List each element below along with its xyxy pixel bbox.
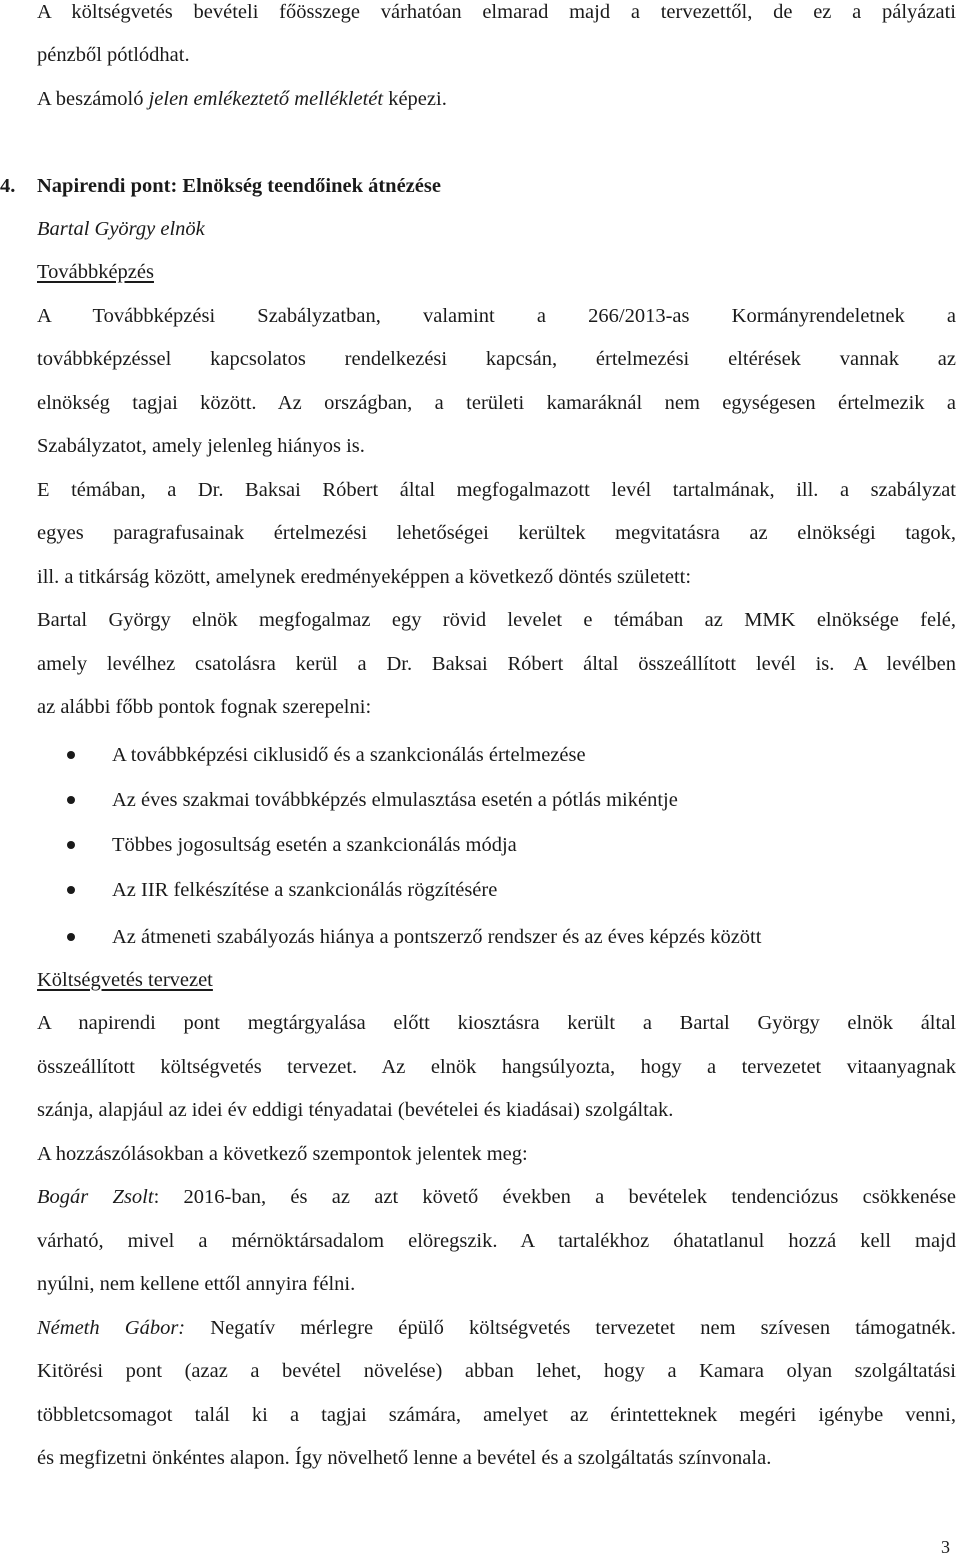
list-item-text: Az átmeneti szabályozás hiánya a pontszerző rendszer és az éves képzés között [112,926,762,948]
paragraph-line: amely levélhez csatolásra kerül a Dr. Baksai Róbert által összeállított levél is. A levélben [37,653,956,675]
section-number: 4. [0,175,16,197]
paragraph-line: A hozzászólásokban a következő szempontok jelentek meg: [37,1143,528,1165]
comment-line: többletcsomagot talál ki a tagjai számára, amelyet az érintetteknek megéri igénybe venni, [37,1404,956,1426]
text-span: : 2016-ban, és az azt követő években a bevételek tendenciózus csökkenése [153,1186,956,1208]
commenter-name: Németh Gábor: [37,1317,186,1339]
section-title: Napirendi pont: Elnökség teendőinek átnézése [37,175,441,197]
section-heading [0,173,956,199]
presenter: Bartal György elnök [37,218,205,240]
comment-line: és megfizetni önkéntes alapon. Így növelhető lenne a bevétel és a szolgáltatás színvonala. [37,1447,772,1469]
paragraph-line: szánja, alapjául az idei év eddigi tényadatai (bevételei és kiadásai) szolgáltak. [37,1099,674,1121]
paragraph-line: Bartal György elnök megfogalmaz egy rövid levelet e témában az MMK elnöksége felé, [37,609,956,631]
paragraph-line: az alábbi főbb pontok fognak szerepelni: [37,696,372,718]
bullet-icon [67,886,75,894]
subheading-continuing-education: Továbbképzés [37,261,154,283]
comment-line: várható, mivel a mérnöktársadalom elöregszik. A tartalékhoz óhatatlanul hozzá kell majd [37,1230,956,1252]
paragraph-line: A Továbbképzési Szabályzatban, valamint a 266/2013-as Kormányrendeletnek a [37,305,956,327]
paragraph-line: egyes paragrafusainak értelmezési lehetőségei kerültek megvitatásra az elnökségi tagok, [37,522,956,544]
paragraph-line: Szabályzatot, amely jelenleg hiányos is. [37,435,365,457]
list-item-text: Az IIR felkészítése a szankcionálás rögzítésére [112,879,498,901]
list-item-text: Az éves szakmai továbbképzés elmulasztása esetén a pótlás mikéntje [112,789,678,811]
text-span: képezi. [383,88,447,110]
page-number: 3 [941,1537,950,1557]
paragraph-line: A napirendi pont megtárgyalása előtt kiosztásra került a Bartal György elnök által [37,1012,956,1034]
paragraph-line [37,86,956,112]
comment-line [37,1184,956,1210]
comment-line: nyúlni, nem kellene ettől annyira félni. [37,1273,356,1295]
paragraph-line: továbbképzéssel kapcsolatos rendelkezési kapcsán, értelmezési eltérések vannak az [37,348,956,370]
bullet-icon [67,751,75,759]
list-item-text: A továbbképzési ciklusidő és a szankcionálás értelmezése [112,744,586,766]
commenter-name: Bogár Zsolt [37,1186,154,1208]
bullet-icon [67,841,75,849]
paragraph-line: összeállított költségvetés tervezet. Az elnök hangsúlyozta, hogy a tervezetet vitaanyagnak [37,1056,956,1078]
comment-line [37,1315,956,1341]
bullet-icon [67,796,75,804]
paragraph-line: pénzből pótlódhat. [37,44,190,66]
list-item-text: Többes jogosultság esetén a szankcionálás módja [112,834,517,856]
paragraph-line: elnökség tagjai között. Az országban, a területi kamaráknál nem egységesen értelmezik a [37,392,956,414]
bullet-icon [67,933,75,941]
italic-text: jelen emlékeztető mellékletét [148,88,384,110]
paragraph-line: ill. a titkárság között, amelynek eredményeképpen a következő döntés született: [37,566,692,588]
comment-line: Kitörési pont (azaz a bevétel növelése) abban lehet, hogy a Kamara olyan szolgáltatási [37,1360,956,1382]
text-span: A beszámoló [37,88,149,110]
text-span: Negatív mérlegre épülő költségvetés tervezetet nem szívesen támogatnék. [185,1317,956,1339]
subheading-budget: Költségvetés tervezet [37,969,213,991]
paragraph-line: A költségvetés bevételi főösszege várhatóan elmarad majd a tervezettől, de ez a pályázati [37,1,956,23]
paragraph-line: E témában, a Dr. Baksai Róbert által megfogalmazott levél tartalmának, ill. a szabályzat [37,479,956,501]
